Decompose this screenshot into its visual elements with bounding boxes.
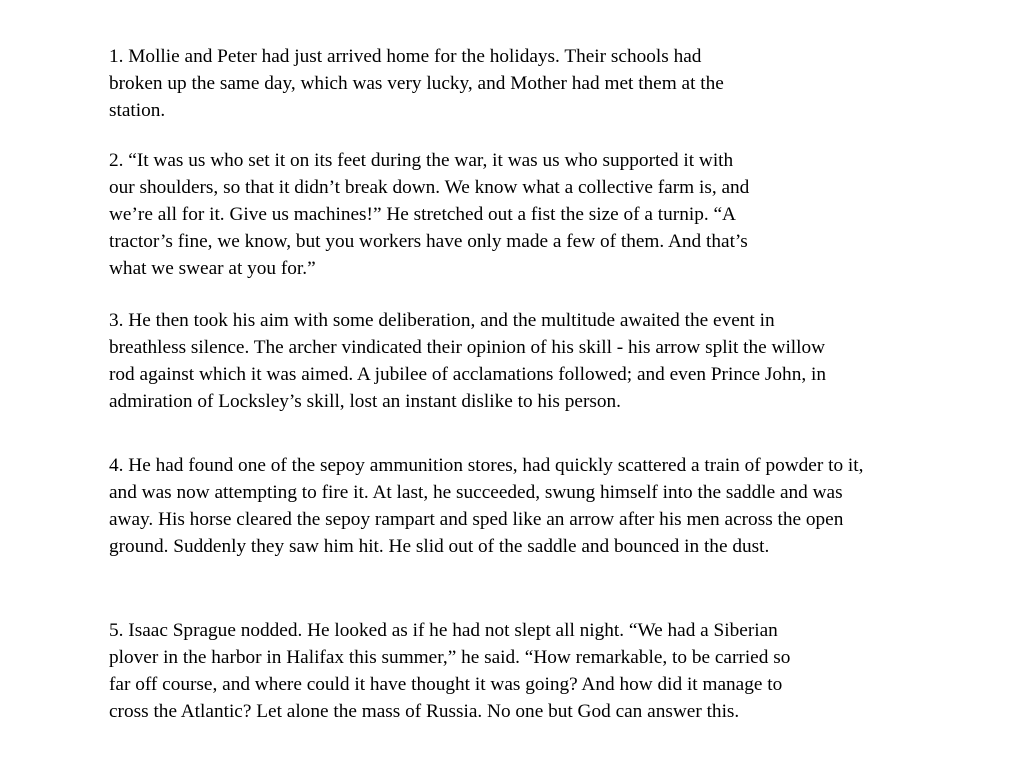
passage-line: 5. Isaac Sprague nodded. He looked as if he had not slept all night. “We had a Siberian — [109, 620, 778, 641]
passage-line: away. His horse cleared the sepoy rampart and sped like an arrow after his men across the open — [109, 509, 844, 530]
passage-2 — [109, 147, 749, 282]
passage-line: 3. He then took his aim with some deliberation, and the multitude awaited the event in — [109, 310, 775, 331]
passage-1 — [109, 43, 724, 124]
passage-3 — [109, 307, 826, 415]
passage-line: tractor’s fine, we know, but you workers have only made a few of them. And that’s — [109, 231, 748, 252]
passage-line: breathless silence. The archer vindicated their opinion of his skill - his arrow split the willow — [109, 337, 826, 358]
passage-line: and was now attempting to fire it. At last, he succeeded, swung himself into the saddle and was — [109, 482, 843, 503]
passage-line: rod against which it was aimed. A jubilee of acclamations followed; and even Prince John, in — [109, 364, 826, 385]
passage-line: 2. “It was us who set it on its feet during the war, it was us who supported it with — [109, 150, 734, 171]
passage-line: station. — [109, 100, 166, 121]
passage-line: plover in the harbor in Halifax this summer,” he said. “How remarkable, to be carried so — [109, 647, 791, 668]
passage-line: 4. He had found one of the sepoy ammunition stores, had quickly scattered a train of powder to it, — [109, 455, 864, 476]
passage-line: what we swear at you for.” — [109, 258, 316, 279]
passage-5 — [109, 617, 790, 725]
passage-line: admiration of Locksley’s skill, lost an instant dislike to his person. — [109, 391, 621, 412]
passage-line: 1. Mollie and Peter had just arrived home for the holidays. Their schools had — [109, 46, 702, 67]
passage-line: cross the Atlantic? Let alone the mass of Russia. No one but God can answer this. — [109, 701, 740, 722]
passage-line: we’re all for it. Give us machines!” He stretched out a fist the size of a turnip. “A — [109, 204, 736, 225]
passage-4 — [109, 452, 863, 560]
passage-line: ground. Suddenly they saw him hit. He slid out of the saddle and bounced in the dust. — [109, 536, 770, 557]
passage-line: far off course, and where could it have thought it was going? And how did it manage to — [109, 674, 783, 695]
passage-line: our shoulders, so that it didn’t break down. We know what a collective farm is, and — [109, 177, 750, 198]
passage-line: broken up the same day, which was very lucky, and Mother had met them at the — [109, 73, 724, 94]
